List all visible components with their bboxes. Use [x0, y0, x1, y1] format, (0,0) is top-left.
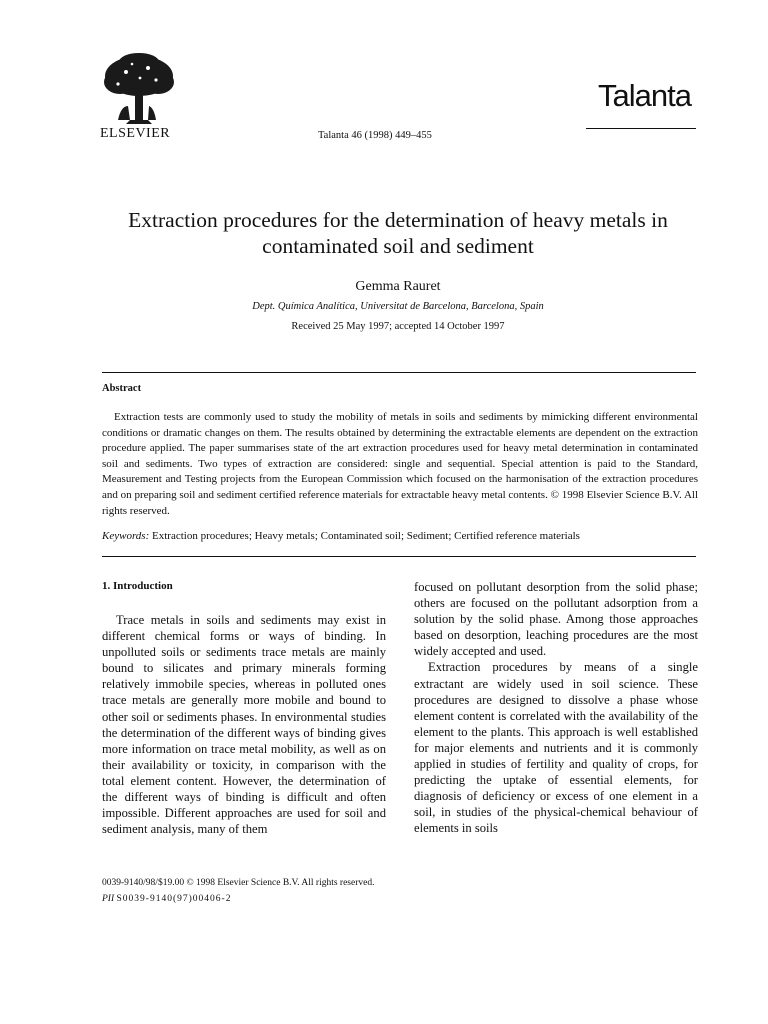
keywords — [102, 530, 698, 542]
pii-line — [102, 894, 231, 904]
journal-citation: Talanta 46 (1998) 449–455 — [318, 130, 432, 141]
left-column — [102, 612, 386, 837]
abstract-bottom-divider — [102, 556, 696, 557]
left-column-paragraph: Trace metals in soils and sediments may exist in different chemical forms or ways of binding. In unpolluted soils or sediments trace metals are mainly bound to silicates and primary minerals forming relatively immobile species, whereas in polluted ones trace metals are generally more mobile and bound to other soil or sediments phases. In environmental studies the determination of the different ways of binding gives more information on trace metal mobility, as well as on their availability or toxicity, in comparison with the total element content. However, the determination of the different ways of binding is difficult and often impossible. Different approaches are used for soil and sediment analysis, many of them — [102, 613, 386, 837]
journal-divider — [586, 128, 696, 129]
author-affiliation: Dept. Química Analítica, Universitat de Barcelona, Barcelona, Spain — [252, 301, 544, 312]
abstract-top-divider — [102, 372, 696, 373]
pii-label: PII — [102, 894, 115, 904]
journal-name: Talanta — [598, 78, 691, 113]
abstract-text: Extraction tests are commonly used to study the mobility of metals in soils and sediments by mimicking different environmental conditions or dramatic changes on them. The results obtained by determining the extractable elements are dependent on the extraction procedure applied. The paper summarises state of the art extraction procedures used for heavy metal determination in contaminated soil and sediments. Two types of extraction are considered: single and sequential. Special attention is paid to the Standard, Measurement and Testing projects from the European Commission which focused on the harmonisation of the extraction procedures and on preparing soil and sediment certified reference materials for extractable heavy metal contents. © 1998 Elsevier Science B.V. All rights reserved. — [102, 411, 698, 517]
publisher-name: ELSEVIER — [100, 126, 171, 141]
article-title: Extraction procedures for the determination of heavy metals in contaminated soil and sediment — [128, 208, 668, 258]
right-column-paragraph-2: Extraction procedures by means of a single extractant are widely used in soil science. These procedures are designed to dissolve a phase whose element content is correlated with the availability of the element to the plants. This approach is well established for major elements and nutrients and it is commonly applied in studies of fertility and quality of crops, for predicting the uptake of essential elements, for diagnosis of deficiency or excess of one element in a soil, in studies of the physical-chemical behaviour of elements in soils — [414, 660, 698, 836]
copyright-notice: 0039-9140/98/$19.00 © 1998 Elsevier Science B.V. All rights reserved. — [102, 878, 375, 888]
keywords-label: Keywords: — [102, 530, 150, 542]
right-column-paragraph-1: focused on pollutant desorption from the solid phase; others are focused on the pollutant adsorption from a solution by the solid phase. Among those approaches based on desorption, leaching procedures are the most widely accepted and used. — [414, 580, 698, 659]
article-author: Gemma Rauret — [355, 279, 441, 294]
abstract-heading: Abstract — [102, 383, 142, 394]
section-heading-introduction: 1. Introduction — [102, 580, 173, 592]
pii-value: S0039-9140(97)00406-2 — [116, 894, 232, 904]
received-dates: Received 25 May 1997; accepted 14 October 1997 — [291, 321, 505, 332]
right-column — [414, 579, 698, 837]
keywords-list: Extraction procedures; Heavy metals; Contaminated soil; Sediment; Certified reference materials — [152, 530, 580, 542]
